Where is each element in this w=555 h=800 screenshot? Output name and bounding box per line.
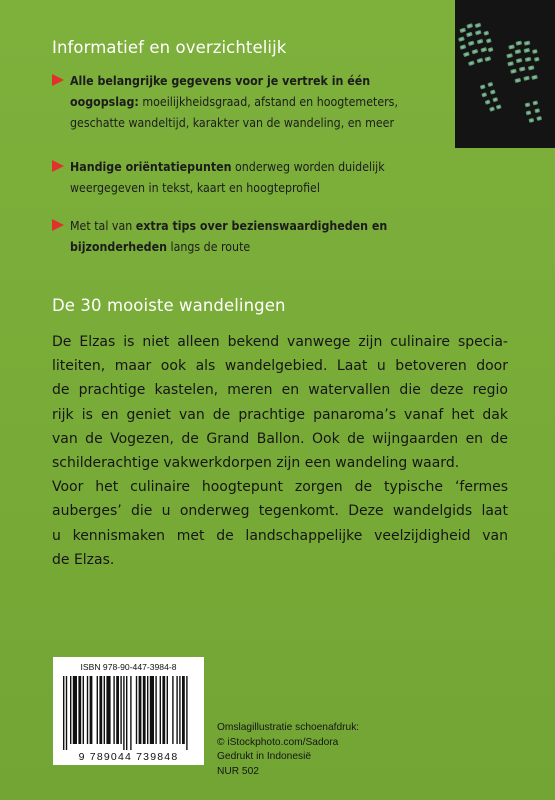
nur-code: NUR 502 (217, 765, 259, 777)
paragraph-line: de prachtige kastelen, meren en watervallen die deze regio (52, 382, 508, 399)
arrow-right-icon (52, 74, 64, 86)
bullet-line: Met tal van extra tips over bezienswaardigheden en (70, 219, 388, 233)
isbn-number: ISBN 978-90-447-3984-8 (80, 662, 177, 672)
paragraph-line: rijk is en geniet van de prachtige panaroma’s vanaf het dak (52, 406, 508, 423)
barcode-digits: 9 789044 739848 (78, 751, 179, 763)
credit-illustration: Omslagillustratie schoenafdruk: (217, 722, 360, 733)
footprints-photo (455, 0, 555, 148)
section-title-informative: Informatief en overzichtelijk (52, 38, 287, 57)
paragraph-line: auberges’ die u onderweg tegenkomt. Deze wandelgids laat (52, 503, 508, 520)
bullet-line: Handige oriëntatiepunten onderweg worden duidelijk (70, 160, 385, 174)
paragraph-line: van de Vogezen, de Grand Ballon. Ook de wijngaarden en de (52, 430, 508, 447)
description-paragraph (52, 330, 512, 572)
paragraph-line: u kennismaken met de landschappelijke veelzijdigheid van (52, 527, 508, 544)
barcode-box (53, 657, 204, 765)
bullet-line: geschatte wandeltijd, karakter van de wandeling, en meer (70, 116, 395, 130)
footprints-icon (455, 0, 555, 148)
section-title-walks: De 30 mooiste wandelingen (52, 296, 286, 315)
bullet-line: oogopslag: moeilijkheidsgraad, afstand en hoogtemeters, (70, 95, 398, 109)
arrow-right-icon (52, 160, 64, 172)
paragraph-line: schilderachtige vakwerkdorpen zijn een wandeling waard. (52, 455, 460, 472)
print-location: Gedrukt in Indonesië (217, 751, 312, 762)
paragraph-line: De Elzas is niet alleen bekend vanwege zijn culinaire specia- (52, 334, 508, 350)
credits-block (217, 721, 359, 779)
paragraph-line: liteiten, maar ook als wandelgebied. Laat u betoveren door (52, 358, 508, 375)
credit-source: © iStockphoto.com/Sadora (217, 736, 339, 748)
paragraph-line: Voor het culinaire hoogtepunt zorgen de typische ‘fermes (52, 479, 508, 496)
bullet-line: weergegeven in tekst, kaart en hoogteprofiel (70, 181, 320, 195)
bullet-line: bijzonderheden langs de route (70, 240, 251, 254)
bullet-line: Alle belangrijke gegevens voor je vertrek in één (70, 74, 371, 88)
arrow-right-icon (52, 219, 64, 231)
barcode-icon (63, 676, 194, 750)
paragraph-line: de Elzas. (52, 551, 115, 568)
